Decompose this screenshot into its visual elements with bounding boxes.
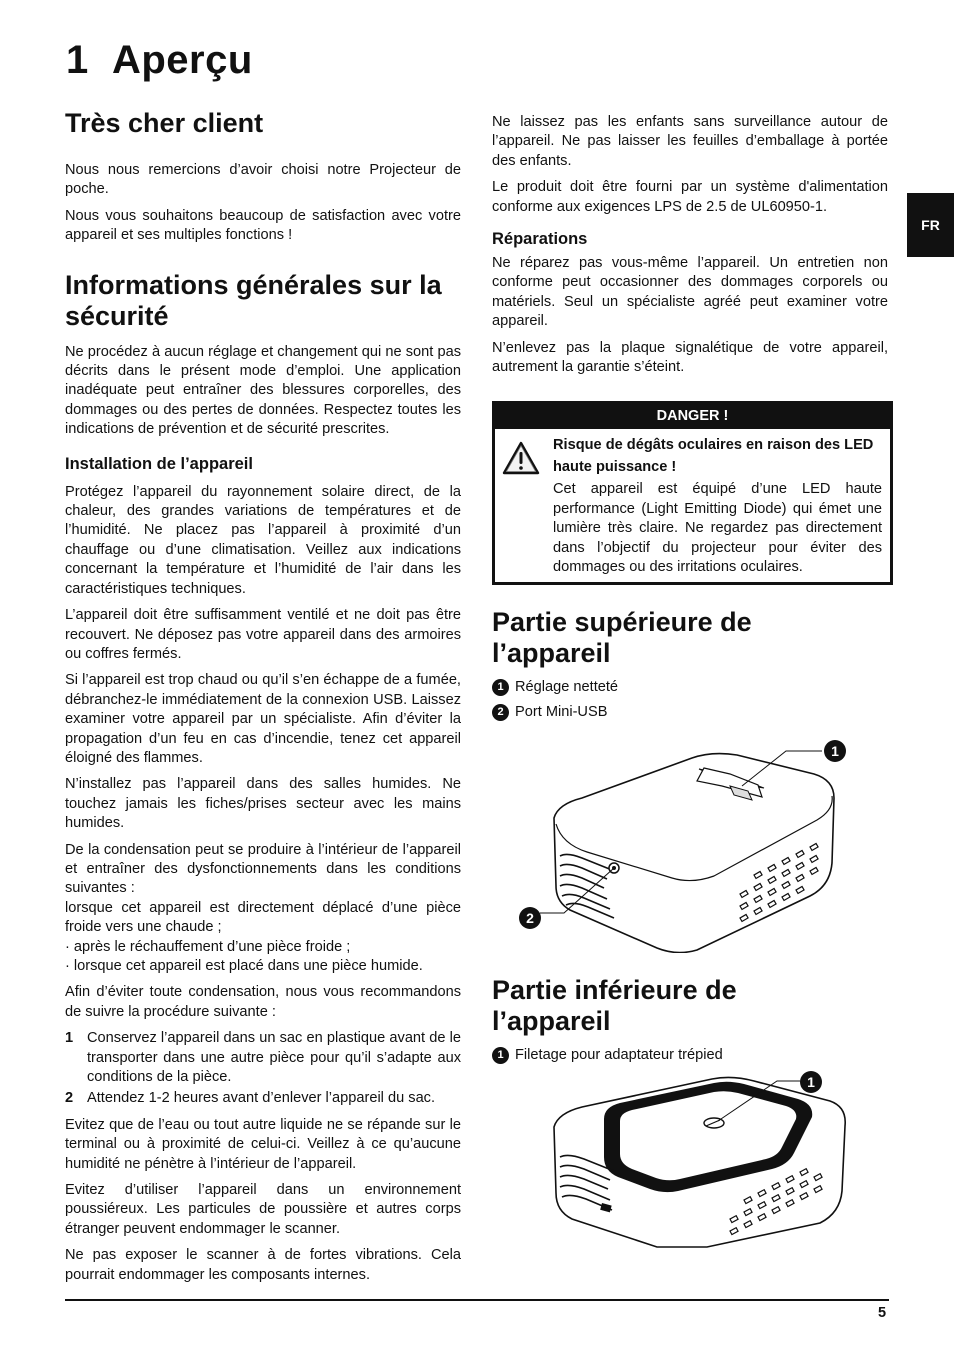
installation-paragraph-1: Protégez l’appareil du rayonnement solaire direct, de la chaleur, des grandes variations de températures et de l’humidité. Ne placez pas l’appareil à proximité d’un chauffage ou d’une climatisation. Veillez aux indications concernant la température et l’humidité de l’air dans les caractéristiques techniques. <box>65 483 461 597</box>
bottom-part-legend <box>492 1046 888 1065</box>
legend-item <box>492 678 888 697</box>
installation-paragraph-4: N’installez pas l’appareil dans des salles humides. Ne touchez jamais les fiches/prises secteur avec les mains humides. <box>65 776 461 832</box>
projector-top-illustration <box>492 728 888 953</box>
top-part-heading: Partie supérieure de l’appareil <box>492 606 752 668</box>
condensation-intro: De la condensation peut se produire à l’intérieur de l’appareil et entraîner des dysfonctionnements dans les conditions suivantes : <box>65 841 461 897</box>
callout-number-badge: 2 <box>492 704 509 721</box>
legend-label: Port Mini-USB <box>515 703 608 720</box>
condensation-case-1: lorsque cet appareil est directement déplacé d’une pièce froide vers une chaude ; <box>65 899 461 936</box>
welcome-heading: Très cher client <box>65 108 264 138</box>
danger-label: DANGER ! <box>495 404 890 429</box>
warning-triangle-icon <box>501 435 553 577</box>
footer-rule <box>65 1299 889 1301</box>
safety-paragraph: Ne procédez à aucun réglage et changement qui ne sont pas décrits dans le présent mode d’emploi. Une application inadéquate peut entraîner des blessures corporelles, des dommages ou des pertes de données. Respectez toutes les indications de prévention et de sécurité prescrites. <box>65 343 461 438</box>
left-column <box>65 108 461 1292</box>
installation-paragraph-9: Ne pas exposer le scanner à de fortes vibrations. Cela pourrait endommager les composants internes. <box>65 1247 461 1283</box>
legend-item <box>492 1046 888 1065</box>
step-number: 2 <box>65 1090 74 1107</box>
callout-number-1: 1 <box>807 1073 815 1090</box>
procedure-steps <box>65 1029 461 1109</box>
callout-number-1: 1 <box>831 742 839 759</box>
installation-paragraph-7: Evitez que de l’eau ou tout autre liquide ne se répande sur le terminal ou à proximité de celui-ci. Veillez à ce qu’aucune humidité ne pénètre à l’intérieur de l’appareil. <box>65 1116 461 1172</box>
legend-label: Filetage pour adaptateur trépied <box>515 1046 723 1063</box>
repairs-heading: Réparations <box>492 230 588 249</box>
power-supply-paragraph: Le produit doit être fourni par un système d'alimentation conforme aux exigences LPS de 2.5 de UL60950-1. <box>492 179 888 215</box>
step-number: 1 <box>65 1030 74 1047</box>
chapter-number: 1 <box>66 38 89 82</box>
welcome-paragraph-1: Nous nous remercions d’avoir choisi notre Projecteur de poche. <box>65 162 461 198</box>
installation-paragraph-6: Afin d’éviter toute condensation, nous vous recommandons de suivre la procédure suivante : <box>65 984 461 1020</box>
procedure-step <box>65 1029 461 1087</box>
right-column <box>492 113 888 1251</box>
repairs-paragraph-1: Ne réparez pas vous-même l’appareil. Un entretien non conforme peut occasionner des dommages corporels ou matériels. Seul un spécialiste agréé peut examiner votre appareil. <box>492 255 888 330</box>
installation-heading: Installation de l’appareil <box>65 454 253 473</box>
danger-warning-box <box>492 401 893 584</box>
children-paragraph: Ne laissez pas les enfants sans surveillance autour de l’appareil. Ne pas laisser les feuilles d’emballage à portée des enfants. <box>492 114 888 169</box>
callout-number-2: 2 <box>526 909 534 926</box>
danger-body <box>495 429 890 581</box>
projector-bottom-illustration <box>492 1071 888 1251</box>
repairs-paragraph-2: N’enlevez pas la plaque signalétique de votre appareil, autrement la garantie s’éteint. <box>492 339 888 376</box>
legend-item <box>492 703 888 722</box>
procedure-step <box>65 1089 461 1108</box>
language-tab: FR <box>907 193 954 257</box>
callout-number-badge: 1 <box>492 679 509 696</box>
step-text: Attendez 1-2 heures avant d’enlever l’appareil du sac. <box>87 1090 436 1107</box>
danger-description: Cet appareil est équipé d’une LED haute performance (Light Emitting Diode) qui émet une lumière très claire. Ne regardez pas directement dans l’objectif du projecteur pour éviter des dommages ou des irritations oculaires. <box>553 481 882 576</box>
installation-paragraph-8: Evitez d’utiliser l’appareil dans un environnement poussiéreux. Les particules de poussière et autres corps étranger peuvent endommager le scanner. <box>65 1182 461 1237</box>
bottom-part-heading: Partie inférieure de l’appareil <box>492 974 737 1036</box>
safety-heading: Informations générales sur la sécurité <box>65 269 442 331</box>
danger-text <box>553 435 882 577</box>
step-text: Conservez l’appareil dans un sac en plastique avant de le transporter dans une autre pièce pour qu’il s’adapte aux conditions de la pièce. <box>87 1030 461 1086</box>
danger-title: Risque de dégâts oculaires en raison des LED haute puissance ! <box>553 437 874 475</box>
welcome-paragraph-2: Nous vous souhaitons beaucoup de satisfaction avec votre appareil et ses multiples fonctions ! <box>65 207 461 244</box>
condensation-case-2: · après le réchauffement d’une pièce froide ; <box>65 938 351 955</box>
condensation-case-3: · lorsque cet appareil est placé dans une pièce humide. <box>65 958 423 974</box>
chapter-title <box>66 38 253 83</box>
page-number: 5 <box>878 1305 887 1321</box>
installation-paragraph-3: Si l’appareil est trop chaud ou qu’il s’en échappe de a fumée, débranchez-le immédiatement de la connexion USB. Laissez examiner votre appareil par un spécialiste. Afin d’éviter la propagation d’un feu en cas d’incendie, tenez cet appareil éloigné des flammes. <box>65 672 461 766</box>
legend-label: Réglage netteté <box>515 678 619 695</box>
top-part-legend <box>492 678 888 722</box>
callout-number-badge: 1 <box>492 1047 509 1064</box>
condensation-paragraph <box>65 841 461 977</box>
chapter-name: Aperçu <box>111 38 253 82</box>
installation-paragraph-2: L’appareil doit être suffisamment ventilé et ne doit pas être recouvert. Ne déposez pas votre appareil dans des armoires ou coffres fermés. <box>65 607 461 662</box>
